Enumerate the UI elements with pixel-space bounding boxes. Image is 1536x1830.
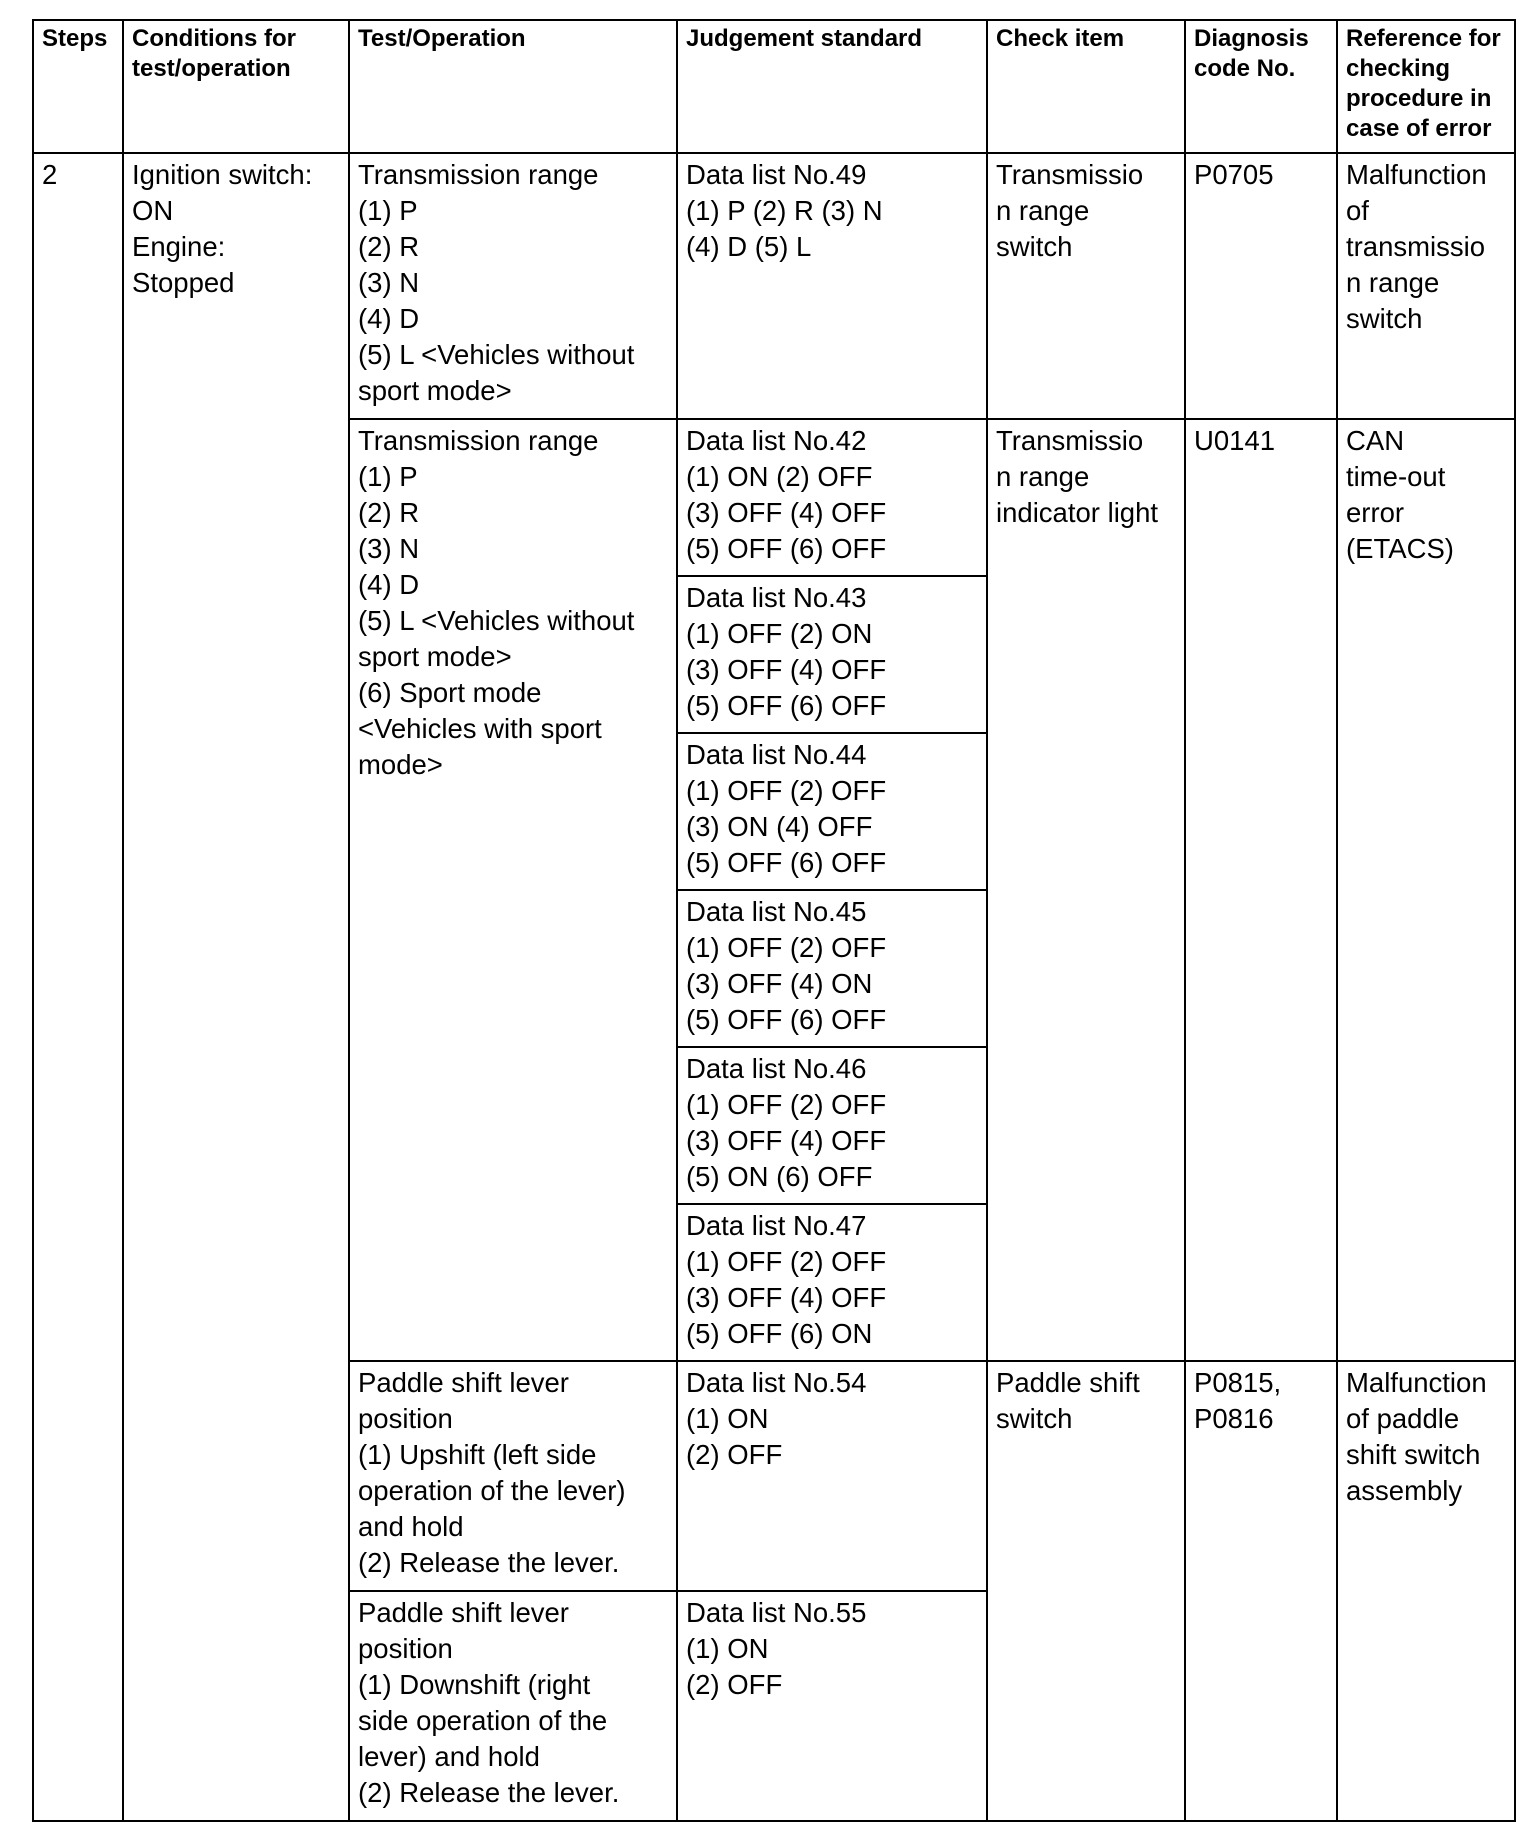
header-reference: Reference for checking procedure in case of error — [1337, 20, 1515, 153]
header-judgement-standard: Judgement standard — [677, 20, 987, 153]
check-item-cell: Paddle shift switch — [987, 1361, 1185, 1821]
check-item-cell: Transmissio n range switch — [987, 153, 1185, 419]
test-cell: Transmission range (1) P (2) R (3) N (4) D (5) L <Vehicles without sport mode> (6) Sport mode <Vehicles with sport mode> — [349, 419, 677, 1361]
header-diagnosis-code: Diagnosis code No. — [1185, 20, 1337, 153]
judgement-cell: Data list No.47 (1) OFF (2) OFF (3) OFF (4) OFF (5) OFF (6) ON — [677, 1204, 987, 1361]
judgement-cell: Data list No.49 (1) P (2) R (3) N (4) D (5) L — [677, 153, 987, 419]
header-conditions: Conditions for test/operation — [123, 20, 349, 153]
diagnosis-code-cell: U0141 — [1185, 419, 1337, 1361]
header-steps: Steps — [33, 20, 123, 153]
judgement-cell: Data list No.42 (1) ON (2) OFF (3) OFF (4) OFF (5) OFF (6) OFF — [677, 419, 987, 576]
table-row — [33, 153, 1515, 419]
judgement-cell: Data list No.43 (1) OFF (2) ON (3) OFF (4) OFF (5) OFF (6) OFF — [677, 576, 987, 733]
judgement-cell: Data list No.46 (1) OFF (2) OFF (3) OFF (4) OFF (5) ON (6) OFF — [677, 1047, 987, 1204]
reference-cell: Malfunction of paddle shift switch assembly — [1337, 1361, 1515, 1821]
step-number: 2 — [33, 153, 123, 1821]
diagnosis-code-cell: P0705 — [1185, 153, 1337, 419]
judgement-cell: Data list No.55 (1) ON (2) OFF — [677, 1591, 987, 1821]
conditions-cell: Ignition switch: ON Engine: Stopped — [123, 153, 349, 1821]
judgement-cell: Data list No.54 (1) ON (2) OFF — [677, 1361, 987, 1591]
header-test-operation: Test/Operation — [349, 20, 677, 153]
check-item-cell: Transmissio n range indicator light — [987, 419, 1185, 1361]
test-cell: Paddle shift lever position (1) Downshift (right side operation of the lever) and hold (2) Release the lever. — [349, 1591, 677, 1821]
test-cell: Transmission range (1) P (2) R (3) N (4) D (5) L <Vehicles without sport mode> — [349, 153, 677, 419]
diagnosis-table — [32, 19, 1516, 1822]
diagnosis-code-cell: P0815, P0816 — [1185, 1361, 1337, 1821]
test-cell: Paddle shift lever position (1) Upshift (left side operation of the lever) and hold (2) Release the lever. — [349, 1361, 677, 1591]
header-row — [33, 20, 1515, 153]
judgement-cell: Data list No.45 (1) OFF (2) OFF (3) OFF (4) ON (5) OFF (6) OFF — [677, 890, 987, 1047]
judgement-cell: Data list No.44 (1) OFF (2) OFF (3) ON (4) OFF (5) OFF (6) OFF — [677, 733, 987, 890]
reference-cell: Malfunction of transmissio n range switch — [1337, 153, 1515, 419]
header-check-item: Check item — [987, 20, 1185, 153]
reference-cell: CAN time-out error (ETACS) — [1337, 419, 1515, 1361]
